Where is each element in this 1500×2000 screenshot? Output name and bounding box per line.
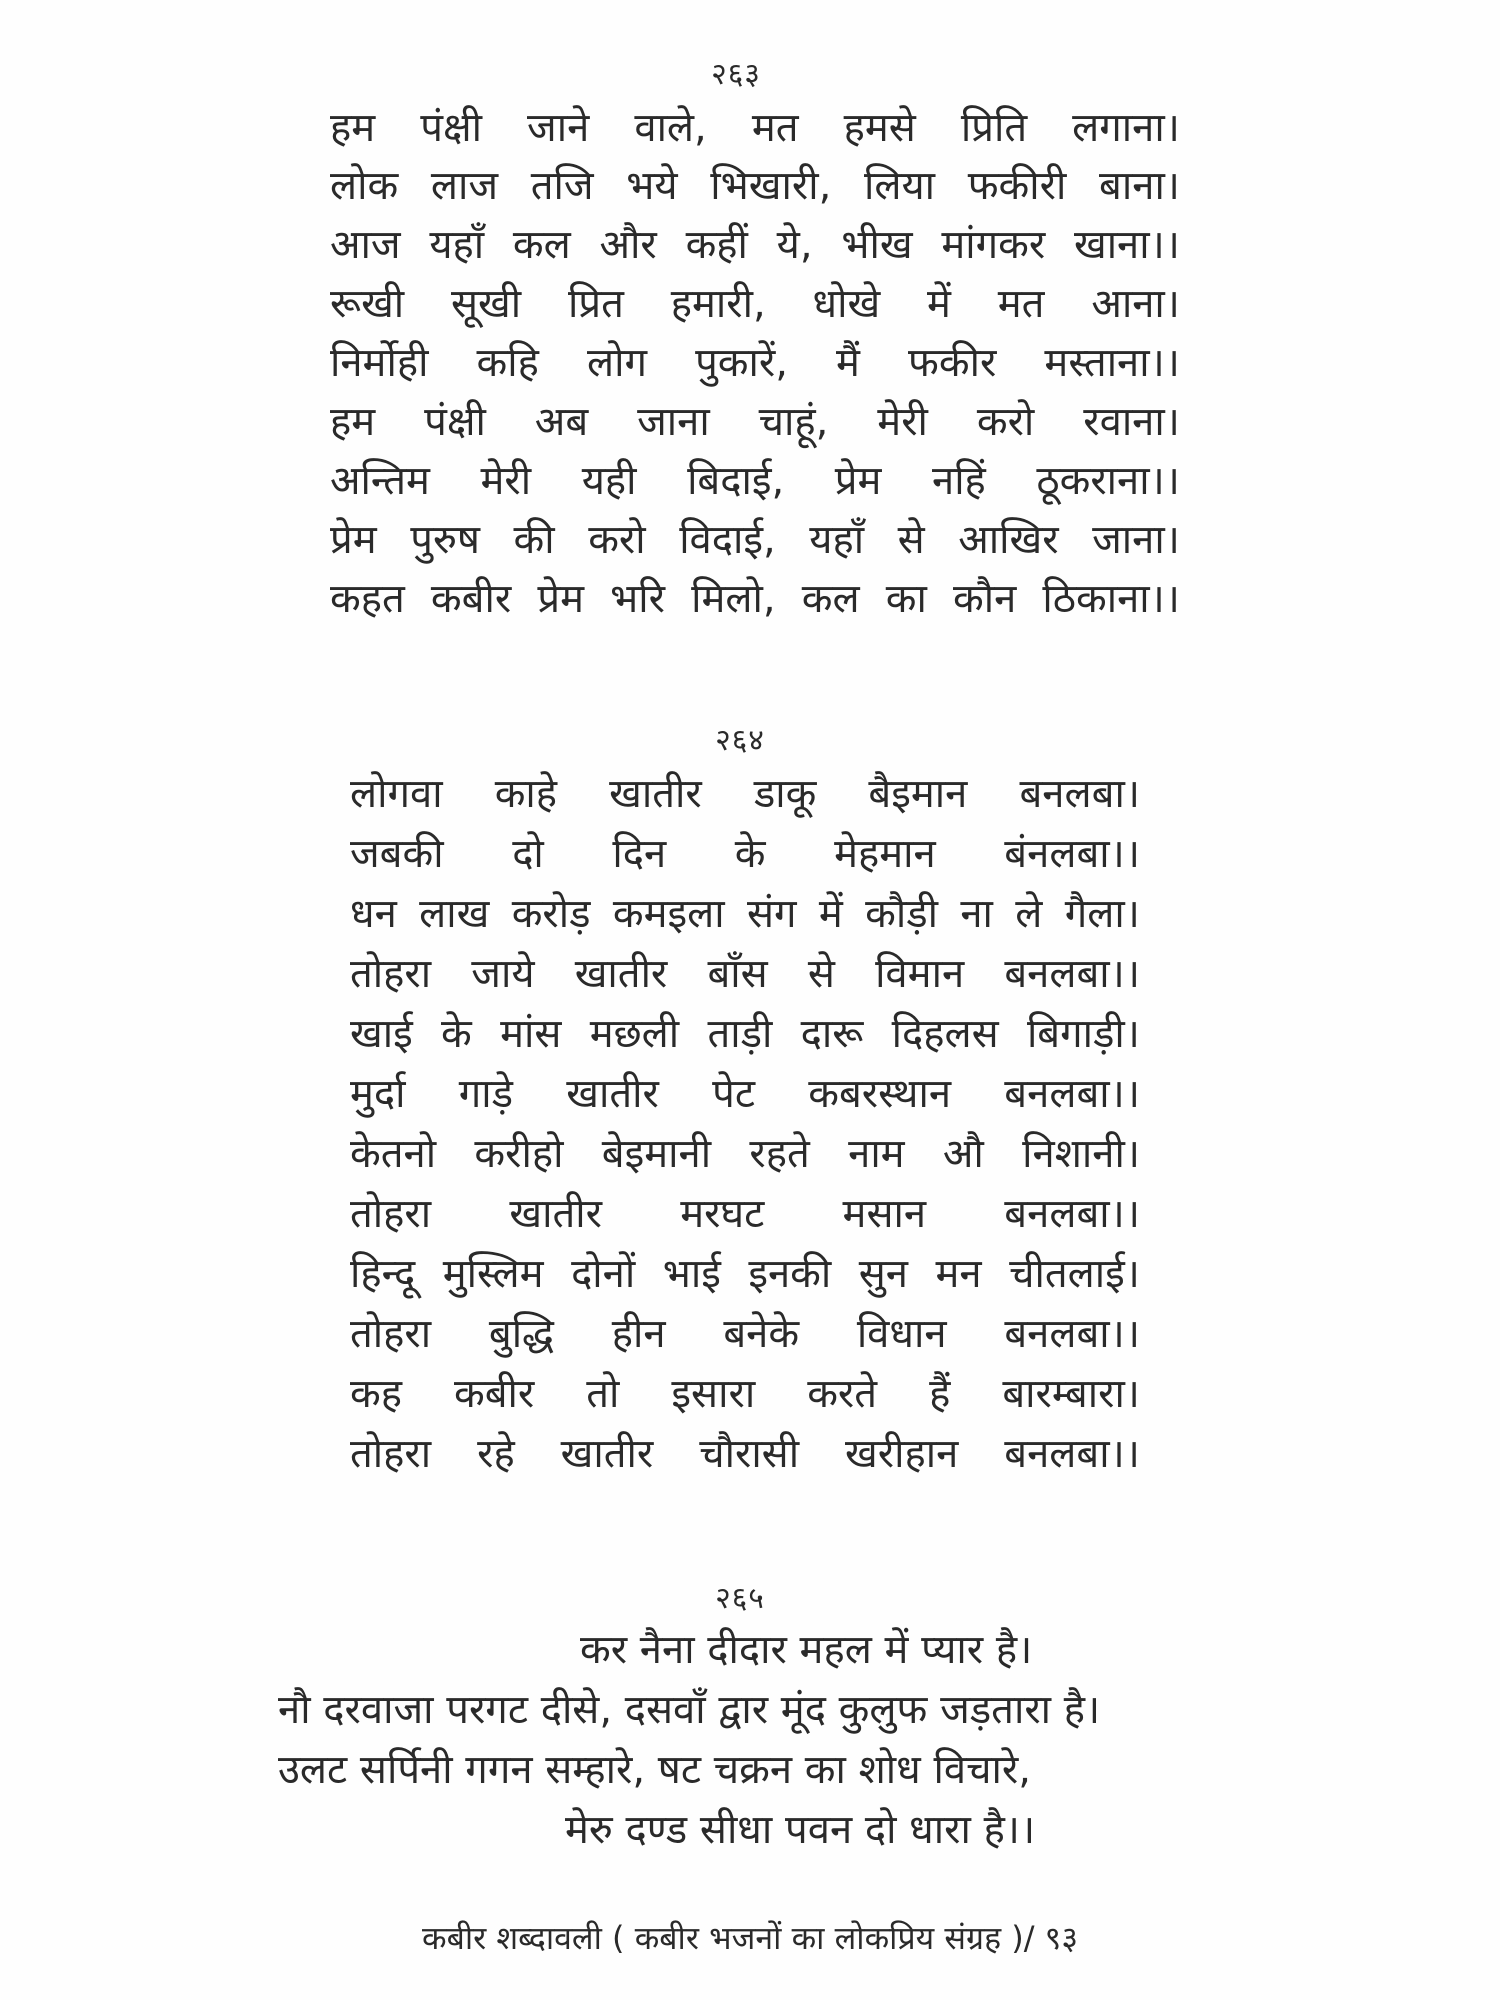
verse-line: [330, 104, 1180, 152]
verse-word: हमारी,: [670, 281, 766, 327]
verse-word: कल: [512, 222, 571, 268]
verse-word: मांगकर: [941, 222, 1046, 268]
verse-word: नहिं: [932, 458, 986, 504]
verse-line: [350, 1370, 1140, 1418]
verse-word: हिन्दू: [350, 1251, 416, 1297]
verse-word: दारू: [800, 1011, 864, 1057]
verse-word: लोगवा: [350, 771, 443, 817]
verse-line: [350, 1250, 1140, 1298]
verse-word: बारम्बारा।: [1002, 1371, 1140, 1417]
verse-word: करोड़: [511, 891, 591, 937]
verse-word: चीतलाई।: [1009, 1251, 1140, 1297]
verse-word: लाख: [419, 891, 490, 937]
verse-word: बेइमानी: [601, 1131, 712, 1177]
verse-word: के: [734, 831, 766, 877]
verse-line: [350, 1070, 1140, 1118]
verse-word: खाई: [350, 1011, 413, 1057]
verse-word: भरि: [610, 576, 665, 622]
verse-word: भीख: [841, 222, 913, 268]
verse-word: ना: [960, 891, 993, 937]
verse-word: निर्मोही: [330, 340, 429, 386]
verse-word: खातीर: [609, 771, 702, 817]
verse-word: बनलबा।: [1019, 771, 1140, 817]
verse-word: नाम: [848, 1131, 905, 1177]
verse-word: अन्तिम: [330, 458, 430, 504]
verse-word: खातीर: [574, 951, 668, 997]
verse-word: खरीहान: [845, 1431, 959, 1477]
verse-word: मुस्लिम: [442, 1251, 544, 1297]
verse-line: [350, 1130, 1140, 1178]
verse-word: तोहरा: [350, 1311, 432, 1357]
verse-word: आखिर: [958, 517, 1059, 563]
verse-line: नौ दरवाजा परगट दीसे, दसवाँ द्वार मूंद कुलुफ जड़तारा है।: [278, 1687, 1101, 1733]
verse-word: मिलो,: [691, 576, 776, 622]
verse-word: मैं: [836, 340, 860, 386]
verse-word: प्रेम: [537, 576, 585, 622]
verse-word: से: [807, 951, 835, 997]
verse-word: लगाना।: [1072, 105, 1180, 151]
verse-word: जाना: [637, 399, 710, 445]
verse-word: रहे: [477, 1431, 515, 1477]
verse-word: गाड़े: [458, 1071, 514, 1117]
verse-word: मत: [751, 105, 799, 151]
verse-word: रूखी: [330, 281, 405, 327]
verse-line: [330, 162, 1180, 210]
verse-line: [350, 1310, 1140, 1358]
verse-word: इनकी: [748, 1251, 832, 1297]
verse-word: पेट: [712, 1071, 756, 1117]
verse-word: पुकारें,: [695, 340, 788, 386]
verse-word: करो: [976, 399, 1035, 445]
verse-word: के: [441, 1011, 472, 1057]
verse-word: बैइमान: [868, 771, 968, 817]
verse-word: कहीं: [685, 222, 748, 268]
verse-word: लोक: [330, 163, 399, 209]
verse-word: बनलबा।।: [1004, 1431, 1140, 1477]
verse-line: [330, 339, 1180, 387]
verse-word: फकीर: [908, 340, 997, 386]
verse-line: [350, 950, 1140, 998]
verse-line: [350, 770, 1140, 818]
verse-word: हमसे: [843, 105, 916, 151]
verse-line: [330, 457, 1180, 505]
verse-word: रहते: [749, 1131, 810, 1177]
verse-word: मुर्दा: [350, 1071, 406, 1117]
verse-word: धन: [350, 891, 397, 937]
verse-word: सूखी: [451, 281, 522, 327]
verse-word: दिहलस: [891, 1011, 999, 1057]
verse-word: यही: [581, 458, 637, 504]
verse-word: मरघट: [680, 1191, 765, 1237]
verse-word: पंक्षी: [420, 105, 482, 151]
verse-word: करो: [588, 517, 646, 563]
verse-line: [350, 830, 1140, 878]
verse-line: [350, 1190, 1140, 1238]
verse-word: कौन: [952, 576, 1017, 622]
section-number: २६४: [715, 723, 765, 758]
verse-word: जाना।: [1092, 517, 1180, 563]
verse-word: तोहरा: [350, 1191, 432, 1237]
verse-word: निशानी।: [1022, 1131, 1140, 1177]
verse-word: विधान: [856, 1311, 947, 1357]
verse-word: डाकू: [753, 771, 817, 817]
verse-word: दिन: [612, 831, 667, 877]
verse-word: ठूकराना।।: [1036, 458, 1180, 504]
verse-word: चाहूं,: [758, 399, 829, 445]
verse-word: बनलबा।।: [1004, 951, 1140, 997]
verse-word: कौड़ी: [865, 891, 939, 937]
verse-line: [350, 1430, 1140, 1478]
verse-word: भाई: [662, 1251, 721, 1297]
page-footer: कबीर शब्दावली ( कबीर भजनों का लोकप्रिय संग्रह )/ ९३: [422, 1919, 1078, 1957]
verse-word: ताड़ी: [707, 1011, 773, 1057]
verse-word: धोखे: [812, 281, 881, 327]
verse-word: बुद्धि: [488, 1311, 555, 1357]
verse-word: इसारा: [671, 1371, 756, 1417]
verse-word: दो: [512, 831, 544, 877]
verse-word: ठिकाना।।: [1042, 576, 1180, 622]
verse-line: कर नैना दीदार महल में प्यार है।: [580, 1627, 1033, 1673]
verse-word: बिदाई,: [687, 458, 785, 504]
verse-word: लोग: [586, 340, 647, 386]
verse-word: में: [927, 281, 951, 327]
verse-word: खातीर: [560, 1431, 654, 1477]
verse-word: तो: [586, 1371, 620, 1417]
section-number: २६३: [711, 57, 761, 92]
verse-word: तोहरा: [350, 1431, 432, 1477]
verse-word: बंनलबा।।: [1004, 831, 1140, 877]
verse-word: लाज: [430, 163, 499, 209]
verse-word: मन: [935, 1251, 982, 1297]
verse-word: पंक्षी: [424, 399, 486, 445]
verse-word: जाये: [471, 951, 535, 997]
verse-word: विमान: [875, 951, 965, 997]
verse-word: बनलबा।।: [1004, 1191, 1140, 1237]
verse-line: मेरु दण्ड सीधा पवन दो धारा है।।: [565, 1807, 1036, 1853]
verse-word: कहि: [476, 340, 539, 386]
verse-word: लिया: [863, 163, 936, 209]
verse-word: मेरी: [480, 458, 532, 504]
verse-word: मछली: [589, 1011, 680, 1057]
verse-word: विदाई,: [679, 517, 776, 563]
verse-word: भये: [626, 163, 678, 209]
verse-word: ये,: [776, 222, 813, 268]
verse-word: खाना।।: [1073, 222, 1180, 268]
verse-line: [330, 516, 1180, 564]
verse-word: कबरस्थान: [808, 1071, 952, 1117]
verse-word: बनेके: [723, 1311, 800, 1357]
verse-word: अब: [534, 399, 589, 445]
verse-line: [330, 575, 1180, 623]
verse-word: में: [818, 891, 843, 937]
verse-word: बनलबा।।: [1004, 1311, 1140, 1357]
verse-word: आज: [330, 222, 401, 268]
verse-word: कह: [350, 1371, 402, 1417]
verse-word: का: [885, 576, 927, 622]
verse-word: बाना।: [1099, 163, 1180, 209]
verse-word: प्रिति: [960, 105, 1028, 151]
verse-word: हीन: [611, 1311, 666, 1357]
verse-line: उलट सर्पिनी गगन सम्हारे, षट चक्रन का शोध विचारे,: [278, 1747, 1031, 1793]
verse-word: तजि: [530, 163, 594, 209]
verse-word: कमइला: [612, 891, 725, 937]
verse-word: औ: [942, 1131, 984, 1177]
section-number: २६५: [715, 1581, 765, 1616]
verse-word: खातीर: [566, 1071, 659, 1117]
verse-word: मेरी: [877, 399, 928, 445]
verse-word: जबकी: [350, 831, 444, 877]
verse-word: प्रेम: [834, 458, 882, 504]
verse-word: केतनो: [350, 1131, 437, 1177]
verse-word: से: [897, 517, 925, 563]
verse-word: हम: [330, 105, 376, 151]
verse-word: मेहमान: [834, 831, 936, 877]
verse-word: कबीर: [430, 576, 512, 622]
verse-word: करते: [807, 1371, 878, 1417]
verse-word: काहे: [494, 771, 558, 817]
verse-word: हैं: [929, 1371, 951, 1417]
verse-line: [330, 398, 1180, 446]
verse-line: [350, 890, 1140, 938]
verse-word: करीहो: [474, 1131, 564, 1177]
verse-word: तोहरा: [350, 951, 432, 997]
verse-word: यहाँ: [809, 517, 865, 563]
verse-word: खातीर: [509, 1191, 602, 1237]
verse-word: कहत: [330, 576, 405, 622]
verse-word: प्रेम: [330, 517, 377, 563]
verse-word: प्रित: [567, 281, 624, 327]
verse-word: संग: [747, 891, 797, 937]
verse-word: रवाना।: [1083, 399, 1180, 445]
verse-word: वाले,: [634, 105, 707, 151]
verse-word: कबीर: [453, 1371, 535, 1417]
verse-line: [330, 221, 1180, 269]
verse-line: [330, 280, 1180, 328]
verse-word: मसान: [842, 1191, 927, 1237]
verse-word: सुन: [858, 1251, 908, 1297]
verse-word: मस्ताना।।: [1044, 340, 1180, 386]
verse-word: चौरासी: [699, 1431, 800, 1477]
verse-word: और: [599, 222, 657, 268]
verse-word: बिगाड़ी।: [1026, 1011, 1140, 1057]
verse-word: ले: [1015, 891, 1043, 937]
verse-word: फकीरी: [967, 163, 1067, 209]
verse-word: भिखारी,: [710, 163, 832, 209]
verse-word: हम: [330, 399, 376, 445]
verse-word: जाने: [527, 105, 590, 151]
verse-word: दोनों: [571, 1251, 636, 1297]
verse-word: कल: [801, 576, 860, 622]
verse-word: की: [513, 517, 555, 563]
verse-word: यहाँ: [429, 222, 485, 268]
verse-word: आना।: [1091, 281, 1180, 327]
verse-word: पुरुष: [410, 517, 480, 563]
verse-word: बनलबा।।: [1004, 1071, 1140, 1117]
verse-line: [350, 1010, 1140, 1058]
verse-word: गैला।: [1064, 891, 1140, 937]
verse-word: बाँस: [707, 951, 768, 997]
verse-word: मांस: [500, 1011, 562, 1057]
verse-word: मत: [997, 281, 1045, 327]
